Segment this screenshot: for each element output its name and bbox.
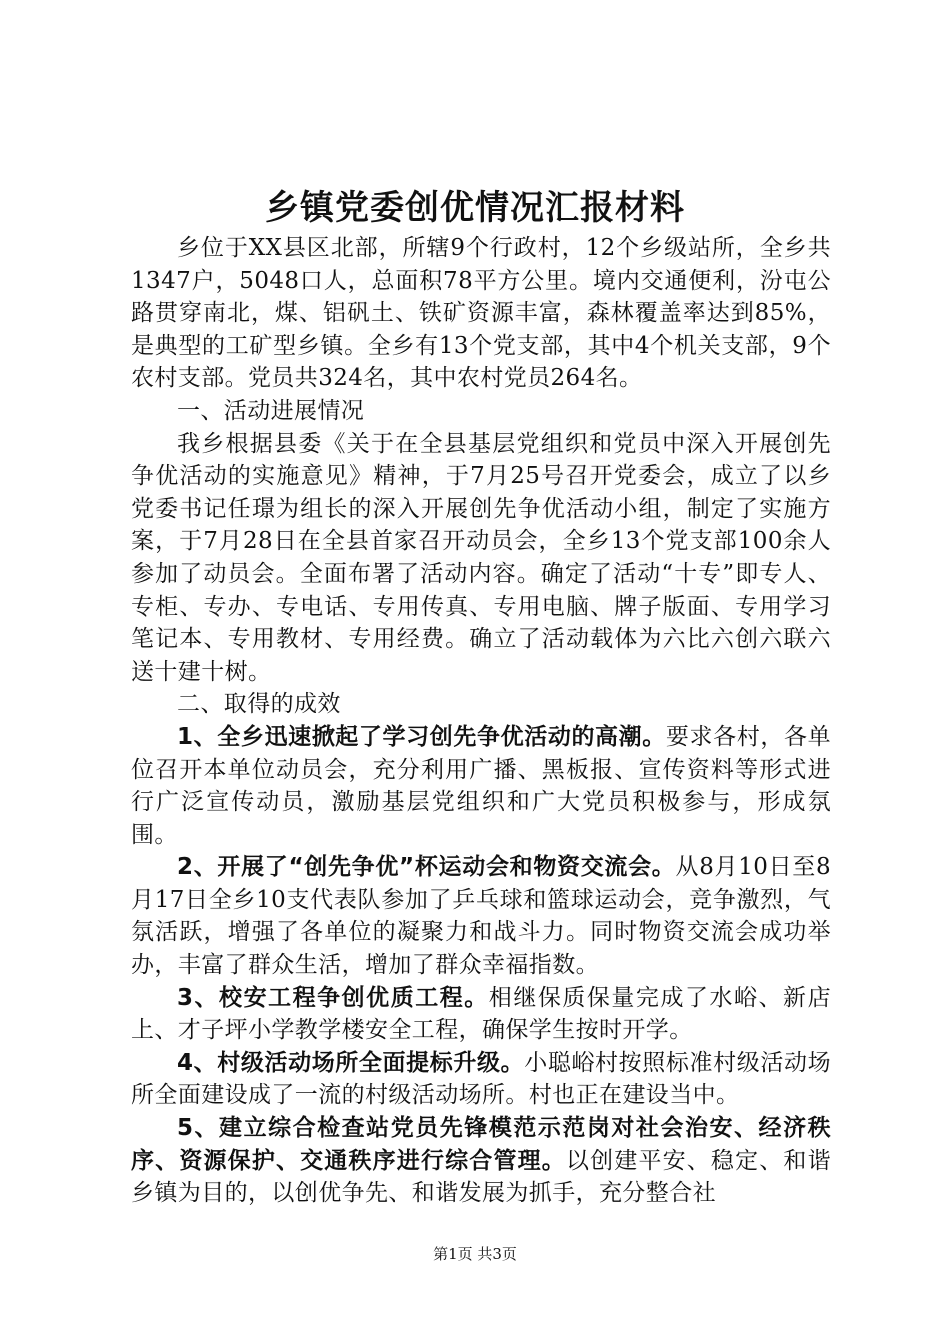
achievement-lead: 5、建立综合检查站党员先锋模范示范岗对社会治安、经济秩序、资源保护、交通秩序进行综合管理。	[131, 1115, 831, 1174]
achievement-item	[131, 1112, 831, 1210]
section-heading-1: 一、活动进展情况	[177, 397, 365, 424]
achievement-text: 要求各村，各单位召开本单位动员会，充分利用广播、黑板报、宣传资料等形式进行广泛宣传动员，激励基层党组织和广大党员积极参与，形成氛围。	[131, 723, 831, 848]
page-footer: 第1页 共3页	[433, 1245, 517, 1263]
achievement-lead: 4、村级活动场所全面提标升级。	[177, 1049, 525, 1076]
achievement-item	[131, 1047, 831, 1112]
document-body	[131, 232, 831, 1210]
achievement-lead: 2、开展了“创先争优”杯运动会和物资交流会。	[177, 854, 676, 881]
achievement-lead: 3、校安工程争创优质工程。	[177, 984, 489, 1011]
achievement-text: 小聪峪村按照标准村级活动场所全面建设成了一流的村级活动场所。村也正在建设当中。	[131, 1049, 831, 1109]
achievement-text: 从8月10日至8月17日全乡10支代表队参加了乒乓球和篮球运动会，竞争激烈，气氛活跃，增强了各单位的凝聚力和战斗力。同时物资交流会成功举办，丰富了群众生活，增加了群众幸福指数。	[131, 854, 831, 979]
intro-paragraph: 乡位于XX县区北部，所辖9个行政村，12个乡级站所，全乡共1347户，5048口人，总面积78平方公里。境内交通便利，汾屯公路贯穿南北，煤、铝矾土、铁矿资源丰富，森林覆盖率达到85%，是典型的工矿型乡镇。全乡有13个党支部，其中4个机关支部，9个农村支部。党员共324名，其中农村党员264名。	[131, 235, 831, 392]
achievement-lead: 1、全乡迅速掀起了学习创先争优活动的高潮。	[177, 723, 666, 750]
achievement-item	[131, 721, 831, 851]
achievement-item	[131, 851, 831, 981]
achievement-text: 相继保质保量完成了水峪、新店上、才子坪小学教学楼安全工程，确保学生按时开学。	[131, 984, 831, 1044]
document-title: 乡镇党委创优情况汇报材料	[265, 188, 685, 228]
achievement-item	[131, 982, 831, 1047]
section-1-paragraph: 我乡根据县委《关于在全县基层党组织和党员中深入开展创先争优活动的实施意见》精神，于7月25号召开党委会，成立了以乡党委书记任璟为组长的深入开展创先争优活动小组，制定了实施方案，于7月28日在全县首家召开动员会，全乡13个党支部100余人参加了动员会。全面布署了活动内容。确定了活动“十专”即专人、专柜、专办、专电话、专用传真、专用电脑、牌子版面、专用学习笔记本、专用教材、专用经费。确立了活动载体为六比六创六联六送十建十树。	[131, 430, 831, 685]
achievement-text: 以创建平安、稳定、和谐乡镇为目的，以创优争先、和谐发展为抓手，充分整合社	[131, 1147, 831, 1207]
section-heading-2: 二、取得的成效	[177, 691, 341, 718]
